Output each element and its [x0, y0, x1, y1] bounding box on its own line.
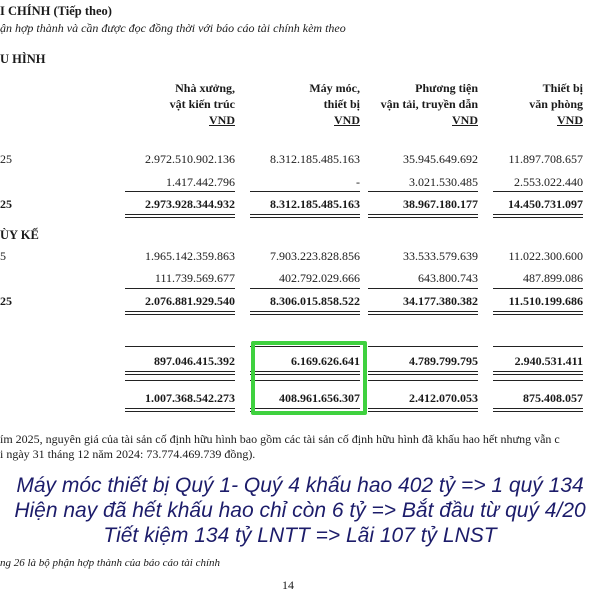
section-accumulated-depreciation: ÙY KẾ: [0, 228, 39, 242]
divider: [250, 311, 360, 312]
divider: [125, 380, 235, 381]
divider: [368, 371, 478, 372]
divider: [493, 217, 583, 218]
divider: [368, 191, 478, 192]
divider: [250, 288, 360, 289]
table-cell: 408.961.656.307: [279, 391, 360, 405]
table-cell: 11.022.300.600: [508, 249, 583, 263]
divider: [125, 411, 235, 412]
table-cell: 7.903.223.828.856: [270, 249, 360, 263]
annotation-line-3: Tiết kiệm 134 tỷ LNTT => Lãi 107 tỷ LNST: [103, 524, 497, 547]
highlight-box: [251, 341, 367, 415]
annotation-line-1: Máy móc thiết bị Quý 1- Quý 4 khấu hao 402 tỷ => 1 quý 134: [16, 474, 584, 497]
divider: [368, 217, 478, 218]
table-cell: 1.007.368.542.273: [145, 391, 235, 405]
table-cell: 34.177.380.382: [403, 294, 478, 308]
divider: [125, 346, 235, 347]
divider: [125, 314, 235, 315]
table-cell: 487.899.086: [523, 271, 583, 285]
divider: [368, 214, 478, 215]
divider: [493, 374, 583, 375]
table-cell: 33.533.579.639: [403, 249, 478, 263]
table-cell: 402.792.029.666: [279, 271, 360, 285]
divider: [125, 408, 235, 409]
section-tangible-assets: U HÌNH: [0, 52, 46, 66]
divider: [125, 214, 235, 215]
note-line: ím 2025, nguyên giá của tài sản cố định hữu hình bao gồm các tài sản cố định hữu hình đã khấu hao hết nhưng vẫn c: [0, 432, 560, 446]
table-cell: 111.739.569.677: [154, 271, 235, 285]
divider: [250, 214, 360, 215]
divider: [493, 380, 583, 381]
divider: [493, 411, 583, 412]
table-cell: 3.021.530.485: [409, 175, 478, 189]
column-header-machinery: Máy móc, thiết bị VND: [309, 81, 360, 127]
table-cell: 4.789.799.795: [409, 354, 478, 368]
divider: [493, 191, 583, 192]
divider: [125, 217, 235, 218]
divider: [493, 214, 583, 215]
column-header-buildings: Nhà xưởng, vật kiến trúc VND: [169, 81, 235, 127]
divider: [493, 371, 583, 372]
footer-note: ng 26 là bộ phận hợp thành của báo cáo tài chính: [0, 557, 221, 569]
divider: [250, 191, 360, 192]
divider: [368, 288, 478, 289]
row-label: 5: [0, 249, 6, 263]
table-cell: 35.945.649.692: [403, 152, 478, 166]
divider: [125, 371, 235, 372]
row-label: 25: [0, 294, 12, 308]
table-cell: 2.940.531.411: [514, 354, 583, 368]
divider: [250, 217, 360, 218]
table-cell: 8.312.185.485.163: [270, 197, 360, 211]
column-header-office-equipment: Thiết bị văn phòng VND: [529, 81, 583, 127]
table-cell: 11.897.708.657: [508, 152, 583, 166]
note-line: i ngày 31 tháng 12 năm 2024: 73.774.469.739 đồng).: [0, 447, 256, 461]
table-cell: 643.800.743: [418, 271, 478, 285]
divider: [493, 314, 583, 315]
divider: [125, 311, 235, 312]
table-cell: 6.169.626.641: [291, 354, 360, 368]
table-cell: 11.510.199.686: [508, 294, 583, 308]
divider: [368, 346, 478, 347]
divider: [493, 288, 583, 289]
table-cell: -: [356, 175, 360, 189]
table-cell: 2.973.928.344.932: [145, 197, 235, 211]
table-cell: 38.967.180.177: [403, 197, 478, 211]
divider: [368, 408, 478, 409]
table-cell: 875.408.057: [523, 391, 583, 405]
table-cell: 8.306.015.858.522: [270, 294, 360, 308]
table-cell: 2.972.510.902.136: [145, 152, 235, 166]
table-cell: 1.965.142.359.863: [145, 249, 235, 263]
report-subtitle: ận hợp thành và cần được đọc đồng thời với báo cáo tài chính kèm theo: [0, 21, 346, 35]
report-title: I CHÍNH (Tiếp theo): [0, 4, 112, 18]
divider: [368, 380, 478, 381]
divider: [250, 314, 360, 315]
table-cell: 1.417.442.796: [166, 175, 235, 189]
divider: [493, 408, 583, 409]
divider: [125, 191, 235, 192]
divider: [493, 311, 583, 312]
row-label: 25: [0, 197, 12, 211]
table-cell: 897.046.415.392: [154, 354, 235, 368]
table-cell: 2.412.070.053: [409, 391, 478, 405]
row-label: 25: [0, 152, 12, 166]
divider: [368, 411, 478, 412]
divider: [125, 374, 235, 375]
divider: [125, 288, 235, 289]
table-cell: 8.312.185.485.163: [270, 152, 360, 166]
page-number: 14: [282, 578, 294, 592]
divider: [368, 374, 478, 375]
column-header-vehicles: Phương tiện vận tải, truyền dẫn VND: [380, 81, 478, 127]
divider: [493, 346, 583, 347]
annotation-line-2: Hiện nay đã hết khấu hao chỉ còn 6 tỷ => Bắt đầu từ quý 4/20: [14, 499, 586, 522]
table-cell: 2.553.022.440: [514, 175, 583, 189]
table-cell: 2.076.881.929.540: [145, 294, 235, 308]
table-cell: 14.450.731.097: [508, 197, 583, 211]
divider: [368, 314, 478, 315]
divider: [368, 311, 478, 312]
